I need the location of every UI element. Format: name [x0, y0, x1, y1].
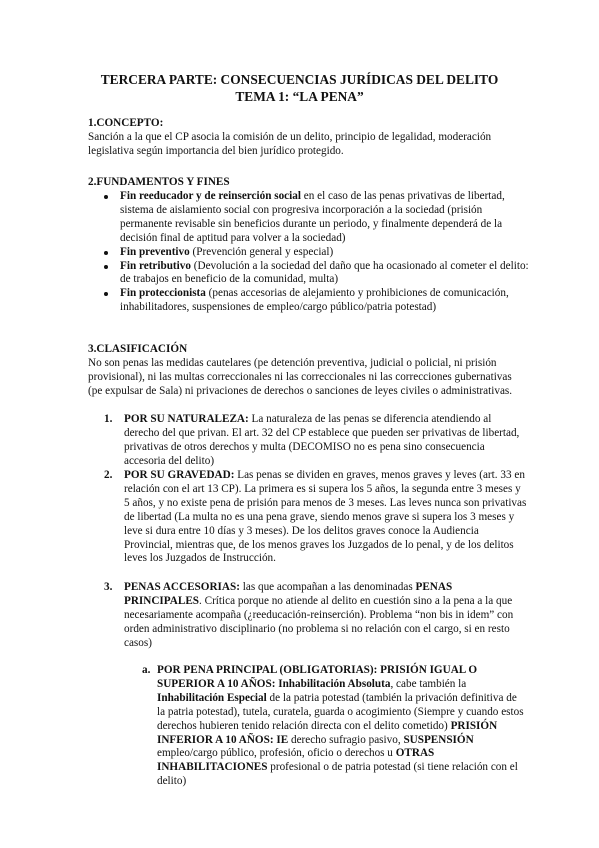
- sub-item-bold: PRISIÓN INFERIOR A 10 AÑOS: IE: [157, 719, 498, 746]
- item-text-secondary: . Crítica porque no atiende al delito en cuestión sino a la pena a la que necesariamente acompaña (¿reeducación-reinserción). Problema “non bis in idem” con orden administrativo disciplinario (no problema si no relación con el cargo, si en resto casos): [124, 594, 514, 649]
- list-item-term: Fin preventivo: [120, 245, 190, 258]
- list-item-term: Fin proteccionista: [120, 287, 206, 300]
- sub-item-bold: Inhabilitación Especial: [157, 691, 267, 704]
- list-item: [120, 246, 530, 260]
- list-item: [120, 190, 530, 246]
- list-item: [120, 260, 530, 288]
- sub-item-bold: SUSPENSIÓN: [403, 733, 474, 746]
- list-item-term: Fin reeducador y de reinserción social: [120, 190, 301, 202]
- list-item-text: (penas accesorias de alejamiento y prohibiciones de comunicación, inhabilitadores, suspensiones de empleo/cargo público/patria potestad): [120, 287, 509, 314]
- section-heading-fundamentos: 2.FUNDAMENTOS Y FINES: [88, 176, 230, 188]
- sub-item-text: empleo/cargo público, profesión, oficio o derechos u: [157, 747, 396, 760]
- document-title: TERCERA PARTE: CONSECUENCIAS JURÍDICAS DEL DELITO: [100, 72, 499, 87]
- list-item-text: en el caso de las penas privativas de libertad, sistema de aislamiento social con progresiva incorporación a la sociedad (prisión permanente revisable sin beneficios durante un periodo, y finalmente dependerá de la decisión final de aptitud para volver a la sociedad): [120, 190, 505, 244]
- item-heading: PENAS ACCESORIAS:: [124, 581, 240, 593]
- sub-item-text: , cabe también la: [390, 677, 467, 690]
- item-text: La naturaleza de las penas se diferencia atendiendo al derecho del que privan. El art. 32 del CP establece que pueden ser privativas de libertad, privativas de otros derechos y multa (DECOMISO no es pena sino consecuencia accesoria del delito): [124, 413, 520, 467]
- sub-item-bold: POR PENA PRINCIPAL (OBLIGATORIAS): PRISIÓN IGUAL O SUPERIOR A 10 AÑOS: Inhabilitación Absoluta: [157, 664, 478, 690]
- item-text: Las penas se dividen en graves, menos graves y leves (art. 33 en relación con el art 13 CP). La primera es si supera los 5 años, la segunda entre 3 meses y 5 años, y no existe pena de prisión para menos de 3 meses. Las leves nunca son privativas de libertad (La multa no es una pena grave, siendo menos grave si supera los 3 meses y leve si dura entre 10 días y 3 meses). De los delitos graves conoce la Audiencia Provincial, mientras que, de los menos graves los Juzgados de lo penal, y de los delitos leves los Juzgados de Instrucción.: [124, 469, 527, 565]
- numbered-item-naturaleza: [104, 413, 528, 469]
- sub-item-bold: OTRAS INHABILITACIONES: [157, 747, 435, 774]
- sub-item-text: profesional o de patria potestad (si tiene relación con el delito): [157, 761, 518, 788]
- item-number: 3.: [104, 581, 113, 593]
- list-item-term: Fin retributivo: [120, 259, 191, 272]
- sub-item-text: derecho sufragio pasivo,: [288, 733, 404, 746]
- sub-item-pena-principal: [142, 664, 527, 789]
- document-subtitle: TEMA 1: “LA PENA”: [235, 89, 364, 104]
- clasificacion-intro: No son penas las medidas cautelares (pe detención preventiva, judicial o policial, ni prisión provisional), ni las multas correccionales ni las correccionales ni las correcciones gubernativas (pe expulsar de Sala) ni privaciones de derechos o sanciones de leyes civiles o administrativas.: [88, 357, 513, 397]
- list-item: [120, 287, 530, 315]
- numbered-item-accesorias: [104, 581, 528, 651]
- item-number: 1.: [104, 413, 113, 425]
- list-item-text: (Prevención general y especial): [189, 245, 334, 258]
- sub-item-text: de la patria potestad (también la privación definitiva de la patria potestad), tutela, curatela, guarda o acogimiento (Siempre y cuando estos derechos hubieren tenido relación directa con el delito cometido): [157, 691, 524, 732]
- item-text: las que acompañan a las denominadas: [239, 581, 416, 593]
- item-heading: POR SU GRAVEDAD:: [124, 469, 235, 481]
- section-heading-clasificacion: 3.CLASIFICACIÓN: [88, 343, 188, 355]
- section-heading-concepto: 1.CONCEPTO:: [88, 117, 164, 129]
- fundamentos-list: [120, 190, 530, 315]
- numbered-item-gravedad: [104, 469, 528, 566]
- concepto-paragraph: Sanción a la que el CP asocia la comisión de un delito, principio de legalidad, moderación legislativa según importancia del bien jurídico protegido.: [88, 131, 492, 157]
- item-heading: POR SU NATURALEZA:: [124, 413, 249, 425]
- sub-item-letter: a.: [142, 664, 151, 676]
- list-item-text: (Devolución a la sociedad del daño que ha ocasionado al cometer el delito: de trabajos en beneficio de la comunidad, multa): [120, 259, 529, 286]
- item-number: 2.: [104, 469, 113, 481]
- item-heading-secondary: PENAS PRINCIPALES: [124, 581, 453, 607]
